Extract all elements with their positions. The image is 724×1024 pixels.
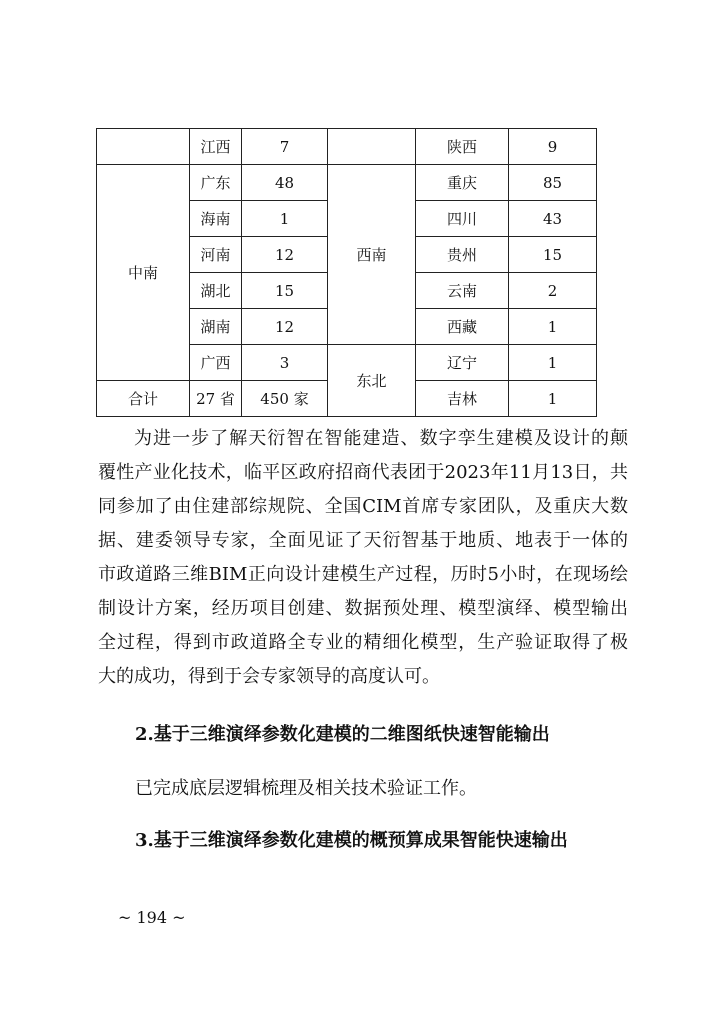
count-cell: 7 <box>242 129 328 165</box>
count-cell: 15 <box>242 273 328 309</box>
province-cell: 陕西 <box>416 129 509 165</box>
count-cell: 1 <box>509 381 597 417</box>
province-cell: 四川 <box>416 201 509 237</box>
paragraph-line: 同参加了由住建部综规院、全国CIM首席专家团队，及重庆大数 <box>98 496 628 517</box>
count-cell: 9 <box>509 129 597 165</box>
count-cell: 15 <box>509 237 597 273</box>
region-cell-empty <box>328 129 416 165</box>
paragraph-line: 大的成功，得到于会专家领导的高度认可。 <box>98 666 440 687</box>
province-cell: 重庆 <box>416 165 509 201</box>
province-cell: 云南 <box>416 273 509 309</box>
paragraph-line: 为进一步了解天衍智在智能建造、数字孪生建模及设计的颠 <box>134 428 628 449</box>
table-row <box>97 165 597 201</box>
paragraph-line: 全过程，得到市政道路全专业的精细化模型，生产验证取得了极 <box>98 632 628 653</box>
count-cell: 3 <box>242 345 328 381</box>
paragraph-line: 覆性产业化技术，临平区政府招商代表团于2023年11月13日，共 <box>98 462 628 483</box>
count-cell: 48 <box>242 165 328 201</box>
region-cell-empty <box>97 129 190 165</box>
count-cell: 1 <box>509 345 597 381</box>
section-heading-3: 3.基于三维演绎参数化建模的概预算成果智能快速输出 <box>135 830 568 851</box>
count-cell: 43 <box>509 201 597 237</box>
province-cell: 广东 <box>190 165 242 201</box>
province-cell: 海南 <box>190 201 242 237</box>
body-paragraph <box>98 422 628 694</box>
province-cell: 江西 <box>190 129 242 165</box>
status-text: 已完成底层逻辑梳理及相关技术验证工作。 <box>135 778 477 799</box>
province-cell: 辽宁 <box>416 345 509 381</box>
total-provinces-cell: 27 省 <box>190 381 242 417</box>
count-cell: 1 <box>509 309 597 345</box>
count-cell: 2 <box>509 273 597 309</box>
region-cell-xinan: 西南 <box>328 165 416 345</box>
section-heading-2: 2.基于三维演绎参数化建模的二维图纸快速智能输出 <box>135 724 550 745</box>
total-count-cell: 450 家 <box>242 381 328 417</box>
count-cell: 12 <box>242 309 328 345</box>
enterprise-distribution-table <box>96 128 597 417</box>
count-cell: 85 <box>509 165 597 201</box>
province-cell: 西藏 <box>416 309 509 345</box>
province-cell: 吉林 <box>416 381 509 417</box>
province-cell: 贵州 <box>416 237 509 273</box>
paragraph-line: 市政道路三维BIM正向设计建模生产过程，历时5小时，在现场绘 <box>98 564 628 585</box>
count-cell: 12 <box>242 237 328 273</box>
paragraph-line: 制设计方案，经历项目创建、数据预处理、模型演绎、模型输出 <box>98 598 628 619</box>
table-row <box>97 129 597 165</box>
province-cell: 河南 <box>190 237 242 273</box>
page-number: ~ 194 ~ <box>118 908 186 927</box>
count-cell: 1 <box>242 201 328 237</box>
province-cell: 广西 <box>190 345 242 381</box>
paragraph-line: 据、建委领导专家，全面见证了天衍智基于地质、地表于一体的 <box>98 530 628 551</box>
province-cell: 湖北 <box>190 273 242 309</box>
province-cell: 湖南 <box>190 309 242 345</box>
total-label-cell: 合计 <box>97 381 190 417</box>
region-cell-zhongnan: 中南 <box>97 165 190 381</box>
region-cell-dongbei: 东北 <box>328 345 416 417</box>
